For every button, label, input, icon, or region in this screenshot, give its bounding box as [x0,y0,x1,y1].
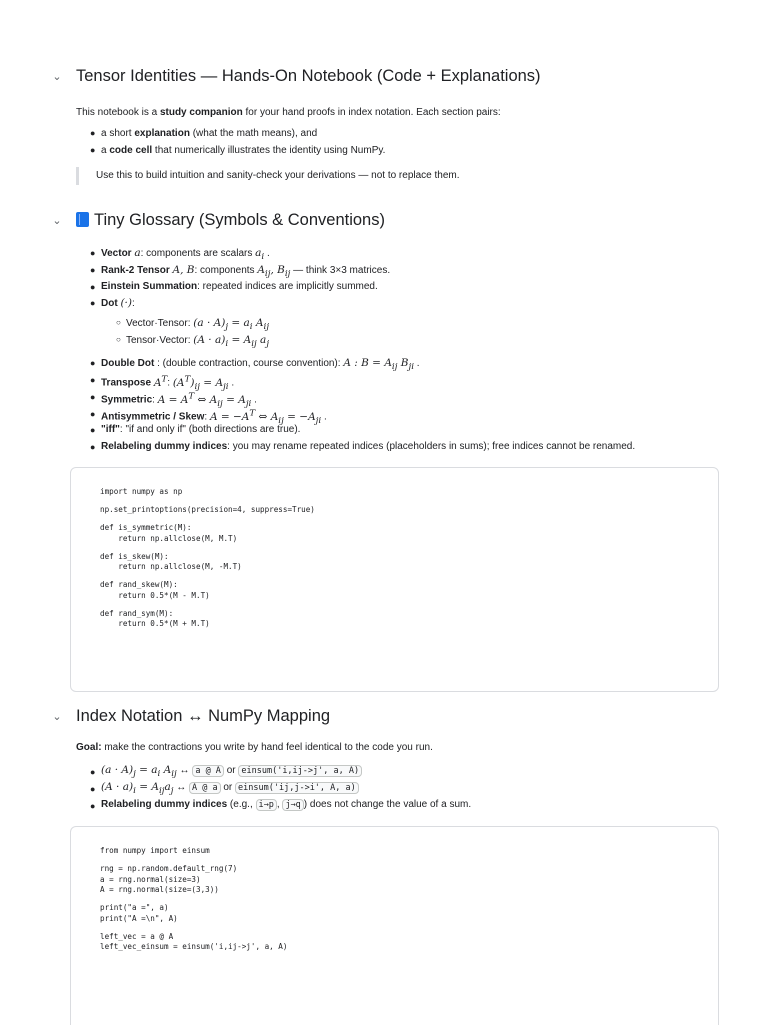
code-line: return 0.5*(M - M.T) [100,590,210,600]
code-line [100,516,315,524]
glossary-einstein: Einstein Summation: repeated indices are implicitly summed. [101,281,378,292]
glossary-vector: Vector a: components are scalars $a_i$ . [101,247,270,263]
list-item: a code cell that numerically illustrates the identity using NumPy. [101,145,386,156]
code-line [100,573,315,581]
blue-book-icon [76,212,89,227]
code-line: from numpy import einsum [100,846,210,855]
code-line: print("a =", a) [100,903,169,912]
goal-paragraph: Goal: make the contractions you write by hand feel identical to the code you run. [76,742,433,753]
code-line: left_vec_einsum = einsum('i,ij->j', a, A) [100,942,288,951]
code-line: def rand_sym(M): [100,608,174,618]
code-line: a = rng.normal(size=3) [100,874,201,884]
code-line [100,601,315,609]
code-cell-2-source[interactable] [100,846,287,953]
collapse-section-2-chevron-icon[interactable]: ⌄ [52,215,62,227]
code-line: def is_symmetric(M): [100,523,192,532]
bullet: ● [90,128,96,138]
section-2-heading: Tiny Glossary (Symbols & Conventions) [76,211,385,230]
mapping-item-right: $(A \cdot a)_i = A_{ij}a_j$ ↔ A @ a or einsum('ij,j->i', A, a) [101,781,359,796]
code-line [100,896,287,904]
section-1-heading: Tensor Identities — Hands-On Notebook (Code + Explanations) [76,67,541,85]
glossary-rank2: Rank-2 Tensor A, B: components $A_{ij}$, $B_{ij}$ — think 3×3 matrices. [101,264,391,280]
glossary-relabel: Relabeling dummy indices: you may rename repeated indices (placeholders in sums); free indices cannot be renamed. [101,441,636,452]
mapping-item-left: $(a \cdot A)_j = a_i$ $A_{ij}$ ↔ a @ A or einsum('i,ij->j', a, A) [101,764,362,779]
code-line: def is_skew(M): [100,551,169,561]
code-line: np.set_printoptions(precision=4, suppress=True) [100,505,315,514]
code-line: return 0.5*(M + M.T) [100,619,210,628]
glossary-iff: "iff": "if and only if" (both directions are true). [101,424,301,435]
glossary-symmetric: Symmetric: $A = A^T$ ⇔ $A_{ij} = A_{ji}$ . [101,391,257,409]
bullet: ● [90,145,96,155]
code-line: print("A =\n", A) [100,913,178,923]
section-3-heading: Index Notation ↔ NumPy Mapping [76,707,331,725]
code-line: return np.allclose(M, M.T) [100,533,238,543]
glossary-dot: Dot (·): [101,297,135,309]
code-line: left_vec = a @ A [100,931,174,941]
code-line: rng = np.random.default_rng(7) [100,864,238,873]
code-line [100,498,315,506]
code-line: def rand_skew(M): [100,580,178,589]
glossary-dot-vector-tensor: Vector·Tensor: $(a \cdot A)_j = a_i$ $A_{ij}$ [126,317,270,333]
mapping-item-relabel: Relabeling dummy indices (e.g., i→p , j→q ) does not change the value of a sum. [101,799,472,810]
code-line: return np.allclose(M, -M.T) [100,562,242,571]
glossary-transpose: Transpose $A^T$: $(A^T)_{ij} = A_{ji}$ . [101,374,235,392]
code-line [100,924,287,932]
code-cell-1-source[interactable] [100,487,315,630]
collapse-section-3-chevron-icon[interactable]: ⌄ [52,711,62,723]
intro-paragraph: This notebook is a study companion for your hand proofs in index notation. Each section pairs: [76,107,501,118]
collapse-section-1-chevron-icon[interactable]: ⌄ [52,71,62,83]
glossary-double-dot: Double Dot : (double contraction, course convention): A : $B = A_{ij}$ $B_{ji}$ . [101,357,420,373]
list-item: a short explanation (what the math means), and [101,128,318,139]
glossary-antisymmetric: Antisymmetric / Skew: $A = -A^T$ ⇔ $A_{ij} = -A_{ji}$ . [101,408,327,426]
code-line: A = rng.normal(size=(3,3)) [100,885,219,894]
code-line [100,857,287,865]
blockquote-bar [76,167,79,185]
blockquote-text: Use this to build intuition and sanity-check your derivations — not to replace them. [96,170,460,181]
code-line [100,544,315,552]
code-line: import numpy as np [100,487,183,496]
glossary-dot-tensor-vector: Tensor·Vector: $(A \cdot a)_i = A_{ij}$ $a_j$ [126,334,270,350]
